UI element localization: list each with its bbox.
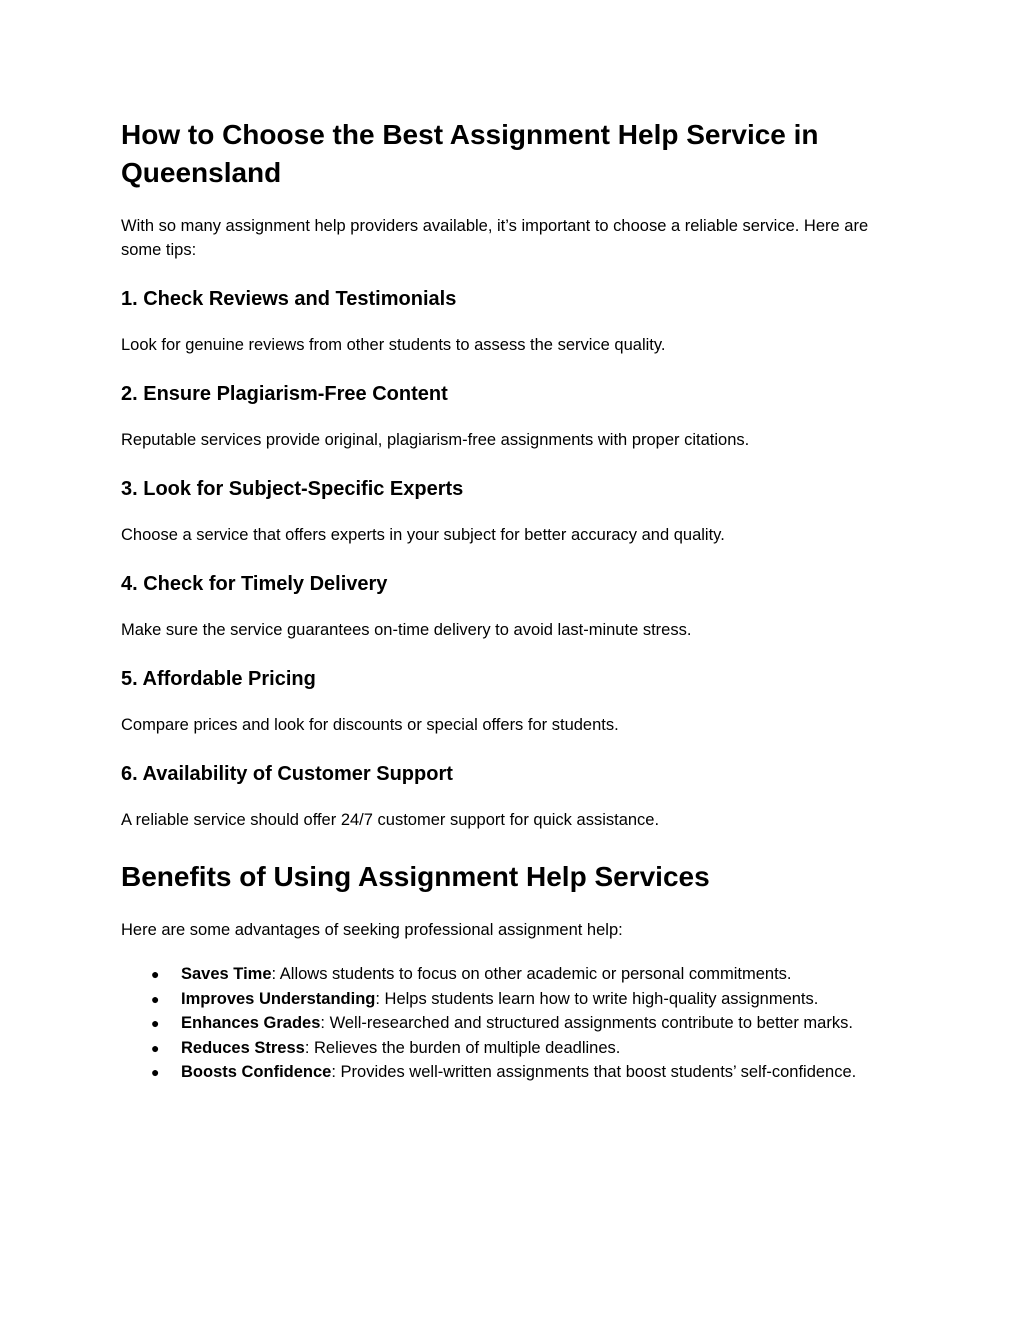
benefit-term: Enhances Grades [181, 1014, 321, 1032]
tip-heading: 6. Availability of Customer Support [121, 763, 453, 785]
tip-heading: 1. Check Reviews and Testimonials [121, 288, 457, 310]
tip-body: A reliable service should offer 24/7 customer support for quick assistance. [121, 811, 660, 829]
benefit-term: Reduces Stress [181, 1038, 305, 1057]
tip-block [121, 286, 911, 357]
list-item [121, 962, 911, 987]
tip-heading: 2. Ensure Plagiarism-Free Content [121, 383, 448, 405]
benefit-description: : Provides well-written assignments that boost students’ self-confidence. [331, 1063, 857, 1081]
tip-body: Make sure the service guarantees on-time delivery to avoid last-minute stress. [121, 621, 692, 639]
benefits-intro: Here are some advantages of seeking professional assignment help: [121, 921, 623, 939]
tip-body: Look for genuine reviews from other students to assess the service quality. [121, 336, 666, 354]
bullet-icon: ● [151, 1015, 160, 1031]
tip-block [121, 476, 911, 547]
tip-block [121, 381, 911, 452]
benefit-term: Boosts Confidence [181, 1063, 332, 1081]
page-title: How to Choose the Best Assignment Help Service in Queensland [121, 119, 819, 188]
bullet-icon: ● [151, 1064, 160, 1080]
tip-block [121, 571, 911, 642]
list-item [121, 1060, 911, 1085]
benefit-term: Improves Understanding [181, 989, 376, 1008]
benefits-title: Benefits of Using Assignment Help Services [121, 861, 710, 892]
document-page [121, 116, 911, 1085]
benefit-description: : Allows students to focus on other academic or personal commitments. [271, 965, 792, 983]
tip-body: Compare prices and look for discounts or special offers for students. [121, 716, 619, 734]
intro-paragraph: With so many assignment help providers available, it’s important to choose a reliable service. Here are some tips: [121, 217, 869, 259]
benefit-description: : Relieves the burden of multiple deadlines. [304, 1038, 621, 1057]
tip-block [121, 761, 911, 832]
tip-heading: 5. Affordable Pricing [121, 668, 316, 690]
benefit-description: : Helps students learn how to write high-quality assignments. [375, 989, 819, 1008]
bullet-icon: ● [151, 966, 160, 982]
benefit-description: : Well-researched and structured assignments contribute to better marks. [320, 1014, 853, 1032]
tip-body: Reputable services provide original, plagiarism-free assignments with proper citations. [121, 431, 750, 449]
list-item [121, 1011, 911, 1036]
bullet-icon: ● [151, 1039, 160, 1056]
benefit-term: Saves Time [181, 965, 272, 983]
bullet-icon: ● [151, 990, 160, 1007]
tips-section [121, 286, 911, 832]
tip-body: Choose a service that offers experts in your subject for better accuracy and quality. [121, 526, 725, 544]
tip-heading: 4. Check for Timely Delivery [121, 573, 388, 595]
tip-heading: 3. Look for Subject-Specific Experts [121, 478, 464, 500]
benefits-list [121, 962, 911, 1085]
list-item [121, 1036, 911, 1061]
tip-block [121, 666, 911, 737]
list-item [121, 987, 911, 1012]
